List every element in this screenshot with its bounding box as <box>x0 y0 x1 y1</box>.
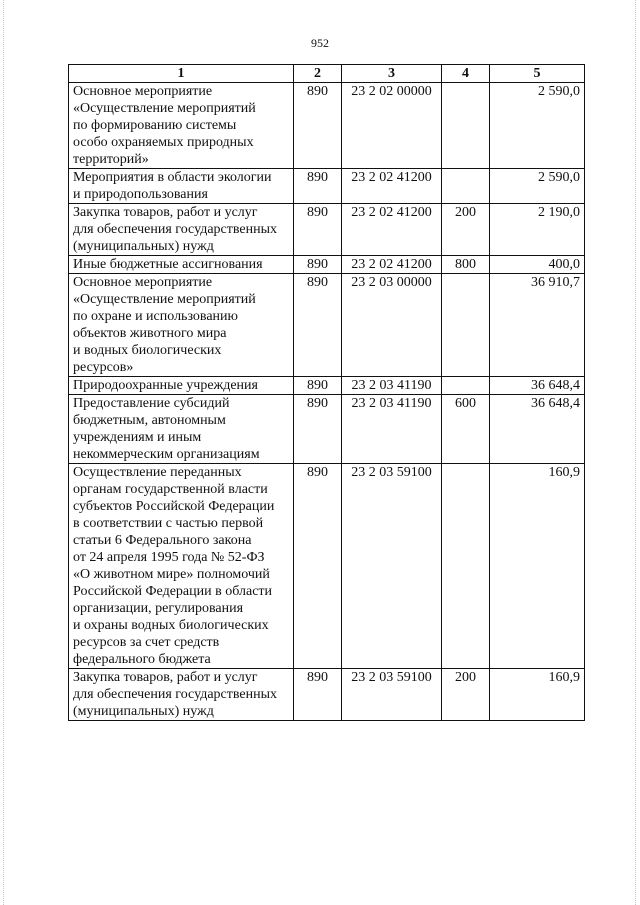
row-expense-type-cell: 200 <box>442 669 490 721</box>
header-row <box>69 65 585 83</box>
table-row <box>69 395 585 464</box>
row-expense-type-cell <box>442 377 490 395</box>
row-amount-cell: 160,9 <box>490 464 585 669</box>
row-name-cell: Иные бюджетные ассигнования <box>69 256 294 274</box>
row-target-article-cell: 23 2 02 00000 <box>342 83 442 169</box>
row-amount-cell: 2 190,0 <box>490 204 585 256</box>
row-admin-code-cell: 890 <box>294 377 342 395</box>
row-name-cell: Закупка товаров, работ и услуг для обеспечения государственных (муниципальных) нужд <box>69 669 294 721</box>
table-row <box>69 83 585 169</box>
row-name-cell: Осуществление переданных органам государственной власти субъектов Российской Федерации в соответствии с частью первой статьи 6 Федерального закона от 24 апреля 1995 года № 52-ФЗ «О животном мире» полномочий Российской Федерации в области организации, регулирования и охраны водных биологических ресурсов за счет средств федерального бюджета <box>69 464 294 669</box>
row-admin-code-cell: 890 <box>294 169 342 204</box>
row-amount-cell: 2 590,0 <box>490 169 585 204</box>
row-target-article-cell: 23 2 03 59100 <box>342 464 442 669</box>
row-name-cell: Основное мероприятие «Осуществление мероприятий по формированию системы особо охраняемых природных территорий» <box>69 83 294 169</box>
row-amount-cell: 36 648,4 <box>490 395 585 464</box>
row-admin-code-cell: 890 <box>294 256 342 274</box>
row-admin-code-cell: 890 <box>294 274 342 377</box>
row-admin-code-cell: 890 <box>294 204 342 256</box>
row-expense-type-cell: 600 <box>442 395 490 464</box>
row-name-cell: Основное мероприятие «Осуществление мероприятий по охране и использованию объектов животного мира и водных биологических ресурсов» <box>69 274 294 377</box>
row-admin-code-cell: 890 <box>294 395 342 464</box>
row-expense-type-cell <box>442 274 490 377</box>
row-expense-type-cell <box>442 83 490 169</box>
row-expense-type-cell: 200 <box>442 204 490 256</box>
row-amount-cell: 36 648,4 <box>490 377 585 395</box>
row-target-article-cell: 23 2 02 41200 <box>342 204 442 256</box>
scan-edge-left <box>3 0 5 905</box>
row-target-article-cell: 23 2 03 41190 <box>342 377 442 395</box>
table-row <box>69 274 585 377</box>
row-name-cell: Предоставление субсидий бюджетным, автономным учреждениям и иным некоммерческим организациям <box>69 395 294 464</box>
header-col-2: 2 <box>294 65 342 83</box>
table-row <box>69 169 585 204</box>
table-row <box>69 256 585 274</box>
row-target-article-cell: 23 2 03 41190 <box>342 395 442 464</box>
header-col-4: 4 <box>442 65 490 83</box>
row-amount-cell: 400,0 <box>490 256 585 274</box>
row-expense-type-cell: 800 <box>442 256 490 274</box>
row-expense-type-cell <box>442 464 490 669</box>
budget-table <box>68 64 585 721</box>
table-body <box>69 83 585 721</box>
row-target-article-cell: 23 2 02 41200 <box>342 256 442 274</box>
header-col-5: 5 <box>490 65 585 83</box>
page-number: 952 <box>311 36 329 50</box>
row-amount-cell: 36 910,7 <box>490 274 585 377</box>
row-admin-code-cell: 890 <box>294 464 342 669</box>
row-expense-type-cell <box>442 169 490 204</box>
scan-edge-right <box>635 0 637 905</box>
row-target-article-cell: 23 2 02 41200 <box>342 169 442 204</box>
row-name-cell: Мероприятия в области экологии и природопользования <box>69 169 294 204</box>
table-row <box>69 669 585 721</box>
row-target-article-cell: 23 2 03 00000 <box>342 274 442 377</box>
row-name-cell: Закупка товаров, работ и услуг для обеспечения государственных (муниципальных) нужд <box>69 204 294 256</box>
row-name-cell: Природоохранные учреждения <box>69 377 294 395</box>
row-amount-cell: 2 590,0 <box>490 83 585 169</box>
row-admin-code-cell: 890 <box>294 83 342 169</box>
table-row <box>69 464 585 669</box>
header-col-3: 3 <box>342 65 442 83</box>
row-admin-code-cell: 890 <box>294 669 342 721</box>
header-col-1: 1 <box>69 65 294 83</box>
table-row <box>69 377 585 395</box>
row-target-article-cell: 23 2 03 59100 <box>342 669 442 721</box>
table-row <box>69 204 585 256</box>
row-amount-cell: 160,9 <box>490 669 585 721</box>
